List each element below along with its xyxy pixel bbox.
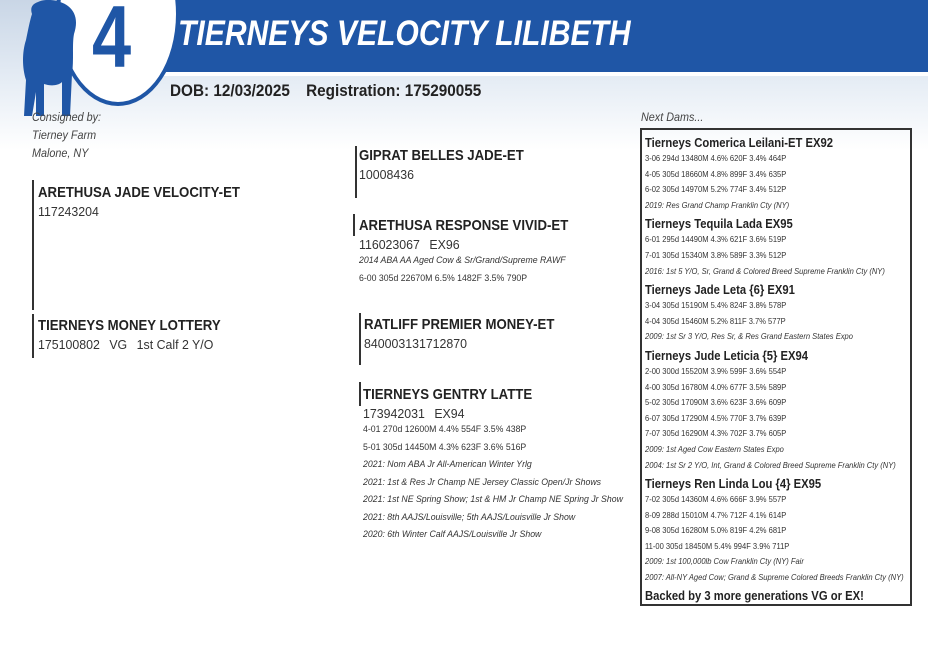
next-dam bbox=[645, 282, 907, 345]
next-dam bbox=[645, 476, 907, 586]
next-dam-record: 5-02 305d 17090M 3.6% 623F 3.6% 609P bbox=[645, 397, 787, 408]
lot-number: 4 bbox=[92, 0, 132, 86]
dam-reg: 175100802 bbox=[38, 337, 100, 352]
next-dam-name: Tierneys Jade Leta {6} EX91 bbox=[645, 283, 795, 298]
next-dam-record: 6-02 305d 14970M 5.2% 774F 3.4% 512P bbox=[645, 184, 787, 195]
animal-title: TIERNEYS VELOCITY LILIBETH bbox=[178, 14, 631, 53]
next-dam-award: 2009: 1st Aged Cow Eastern States Expo bbox=[645, 443, 784, 454]
sire-sire-reg: 10008436 bbox=[359, 167, 414, 182]
dam-dam-reg-line bbox=[363, 406, 631, 421]
next-dam-record: 3-04 305d 15190M 5.4% 824F 3.8% 578P bbox=[645, 300, 787, 311]
consignor-block bbox=[32, 108, 101, 162]
next-dam-record: 6-01 295d 14490M 4.3% 621F 3.6% 519P bbox=[645, 234, 787, 245]
next-dam-record: 8-09 288d 15010M 4.7% 712F 4.1% 614P bbox=[645, 509, 787, 520]
next-dam-record: 2-00 300d 15520M 3.9% 599F 3.6% 554P bbox=[645, 365, 787, 376]
next-dam-record: 4-00 305d 16780M 4.0% 677F 3.5% 589P bbox=[645, 381, 787, 392]
next-dam-record: 11-00 305d 18450M 5.4% 994F 3.9% 711P bbox=[645, 540, 790, 551]
next-dam-award: 2016: 1st 5 Y/O, Sr, Grand & Colored Breed Supreme Franklin Cty (NY) bbox=[645, 265, 885, 276]
sire-sire bbox=[355, 147, 546, 182]
sire-dam-reg-line bbox=[359, 237, 585, 252]
next-dam-record: 9-08 305d 16280M 5.0% 819F 4.2% 681P bbox=[645, 525, 787, 536]
dam-sire-reg: 840003131712870 bbox=[364, 336, 468, 351]
dam bbox=[34, 317, 246, 352]
next-dam-record: 7-07 305d 16290M 4.3% 702F 3.7% 605P bbox=[645, 428, 787, 439]
next-dam-record: 3-06 294d 13480M 4.6% 620F 3.4% 464P bbox=[645, 153, 787, 163]
next-dams-label: Next Dams... bbox=[641, 110, 704, 124]
next-dam-award: 2004: 1st Sr 2 Y/O, Int, Grand & Colored Breed Supreme Franklin Cty (NY) bbox=[645, 459, 896, 470]
next-dam-award: 2009: 1st 100,000lb Cow Franklin Cty (NY) Fair bbox=[645, 556, 804, 567]
next-dam-name: Tierneys Tequila Lada EX95 bbox=[645, 217, 793, 232]
dam-dam-award: 2020: 6th Winter Calf AAJS/Louisville Jr Show bbox=[363, 529, 542, 540]
cow-silhouette-icon bbox=[18, 0, 82, 118]
next-dam-record: 7-01 305d 15340M 3.8% 589F 3.3% 512P bbox=[645, 249, 787, 260]
next-dam bbox=[645, 216, 907, 279]
dam-dam-award: 2021: 1st NE Spring Show; 1st & HM Jr Champ NE Spring Jr Show bbox=[363, 494, 623, 505]
next-dam-award: 2019: Res Grand Champ Franklin Cty (NY) bbox=[645, 199, 790, 210]
dam-name: TIERNEYS MONEY LOTTERY bbox=[38, 317, 221, 334]
dam-dam-record: 5-01 305d 14450M 4.3% 623F 3.6% 516P bbox=[363, 441, 527, 453]
dam-dam-reg: 173942031 bbox=[363, 406, 425, 421]
next-dam-name: Tierneys Comerica Leilani-ET EX92 bbox=[645, 136, 834, 150]
dob: DOB: 12/03/2025 bbox=[170, 81, 290, 100]
sire-dam-score: EX96 bbox=[429, 237, 460, 252]
next-dam-award: 2007: All-NY Aged Cow; Grand & Supreme Colored Breeds Franklin Cty (NY) bbox=[645, 572, 904, 583]
dam-sire bbox=[360, 316, 580, 351]
next-dam-record: 4-05 305d 18660M 4.8% 899F 3.4% 635P bbox=[645, 168, 787, 179]
consigned-label: Consigned by: bbox=[32, 110, 102, 124]
dam-dam-name: TIERNEYS GENTRY LATTE bbox=[363, 386, 533, 403]
dam-sire-name: RATLIFF PREMIER MONEY-ET bbox=[364, 316, 555, 333]
registration: Registration: 175290055 bbox=[306, 81, 482, 100]
next-dam bbox=[645, 348, 907, 473]
sire-dam-reg: 116023067 bbox=[359, 237, 420, 252]
dam-dam-score: EX94 bbox=[434, 406, 465, 421]
sire bbox=[34, 184, 267, 219]
next-dam-name: Tierneys Jude Leticia {5} EX94 bbox=[645, 348, 809, 363]
birth-registration-line bbox=[170, 81, 481, 101]
dam-dam bbox=[359, 386, 645, 544]
sire-dam-record: 6-00 305d 22670M 6.5% 1482F 3.5% 790P bbox=[359, 272, 528, 284]
dam-score: VG bbox=[109, 337, 128, 352]
next-dam-record: 6-07 305d 17290M 4.5% 770F 3.7% 639P bbox=[645, 412, 787, 423]
next-dam-award: 2009: 1st Sr 3 Y/O, Res Sr, & Res Grand Eastern States Expo bbox=[645, 331, 853, 342]
next-dams-box bbox=[640, 128, 912, 606]
next-dam-name: Tierneys Ren Linda Lou {4} EX95 bbox=[645, 477, 822, 492]
next-dam bbox=[645, 135, 907, 213]
dam-dam-award: 2021: 8th AAJS/Louisville; 5th AAJS/Louisville Jr Show bbox=[363, 511, 576, 523]
dam-dam-record: 4-01 270d 12600M 4.4% 554F 3.5% 438P bbox=[363, 424, 527, 435]
backed-by-footer: Backed by 3 more generations VG or EX! bbox=[645, 588, 864, 603]
sire-dam-record: 2014 ABA AA Aged Cow & Sr/Grand/Supreme RAWF bbox=[359, 255, 566, 266]
sire-reg: 117243204 bbox=[38, 204, 99, 219]
consignor-location: Malone, NY bbox=[32, 146, 89, 160]
sire-dam-name: ARETHUSA RESPONSE VIVID-ET bbox=[359, 217, 569, 234]
next-dam-record: 7-02 305d 14360M 4.6% 666F 3.9% 557P bbox=[645, 494, 787, 505]
dam-dam-award: 2021: 1st & Res Jr Champ NE Jersey Classic Open/Jr Shows bbox=[363, 476, 602, 488]
sire-name: ARETHUSA JADE VELOCITY-ET bbox=[38, 184, 240, 201]
consignor-farm: Tierney Farm bbox=[32, 128, 97, 142]
next-dam-record: 4-04 305d 15460M 5.2% 811F 3.7% 577P bbox=[645, 315, 786, 326]
sire-dam bbox=[355, 217, 597, 287]
dam-dam-award: 2021: Nom ABA Jr All-American Winter Yrlg bbox=[363, 459, 532, 470]
dam-reg-line bbox=[38, 337, 235, 352]
sire-sire-name: GIPRAT BELLES JADE-ET bbox=[359, 147, 524, 164]
dam-note: 1st Calf 2 Y/O bbox=[136, 337, 214, 352]
